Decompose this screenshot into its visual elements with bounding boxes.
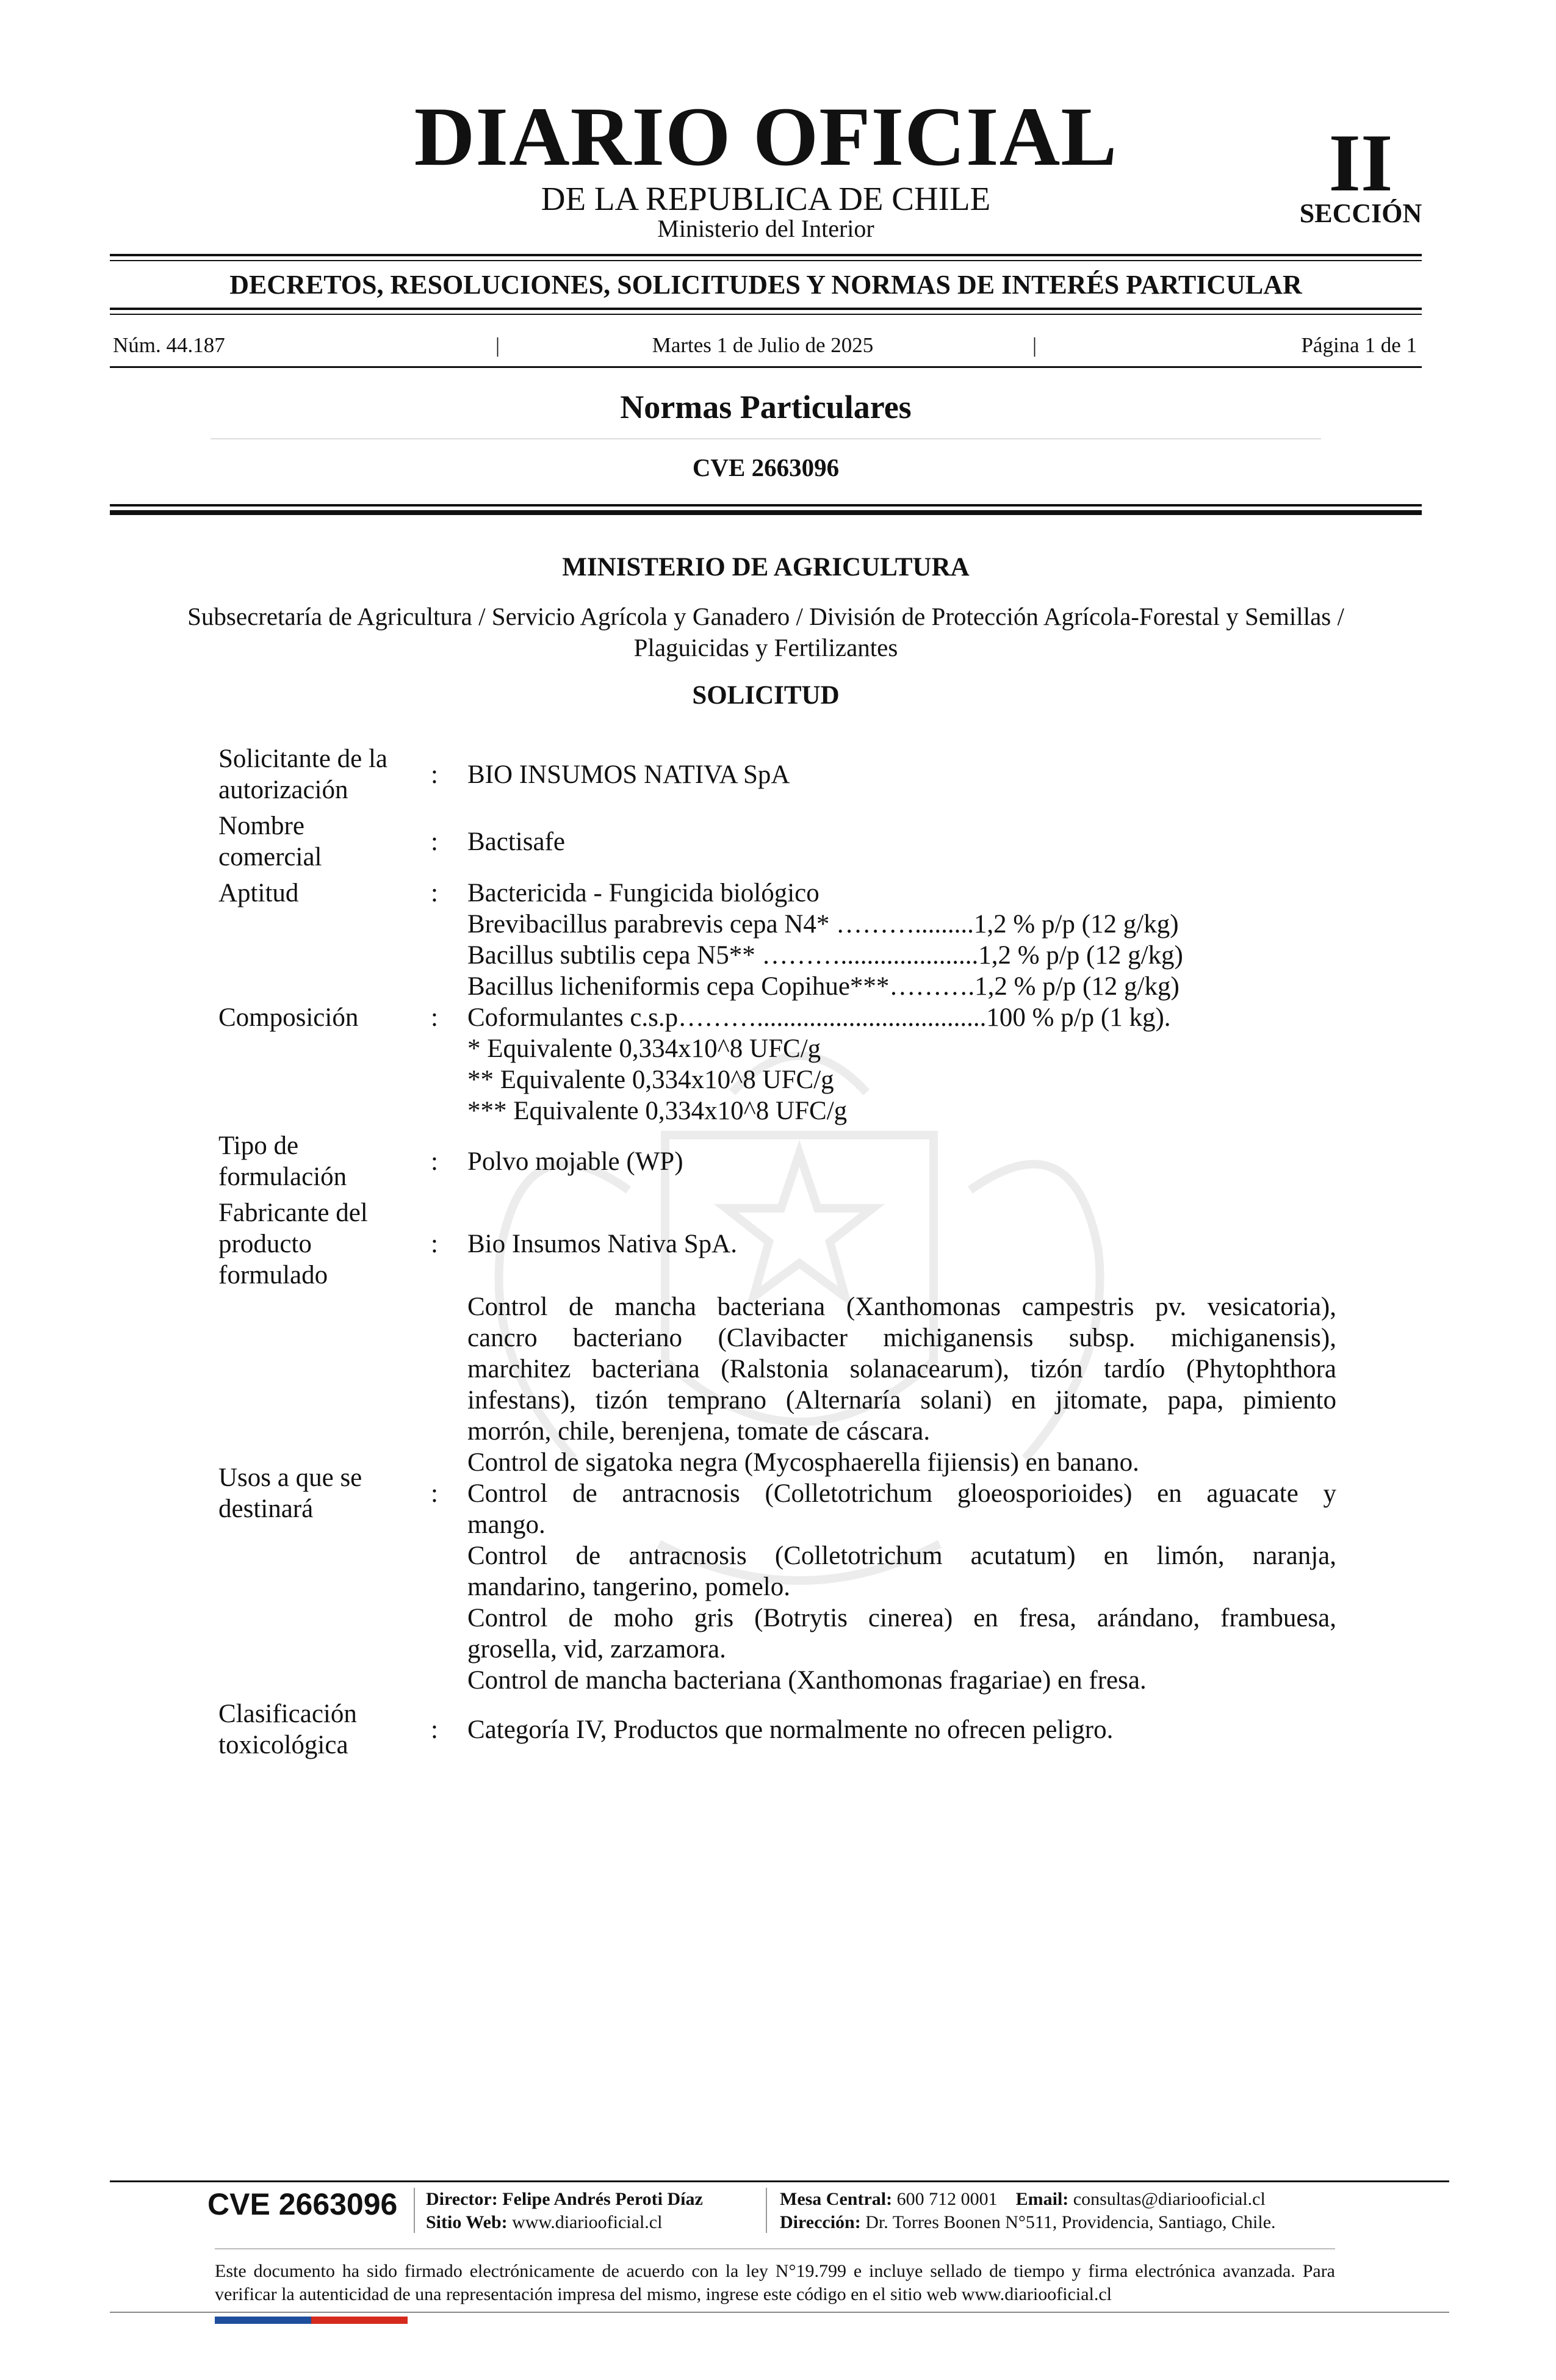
- field-label-fabricante: Fabricante del producto formulado: [218, 1199, 368, 1289]
- banner: DECRETOS, RESOLUCIONES, SOLICITUDES Y NORMAS DE INTERÉS PARTICULAR: [229, 270, 1302, 300]
- field-label-tipo: Tipo de formulación: [218, 1131, 347, 1191]
- issue-separator: |: [495, 333, 500, 357]
- field-colon: :: [431, 879, 438, 907]
- usos-paragraph: Control de sigatoka negra (Mycosphaerella fijiensis) en banano.: [467, 1448, 1139, 1477]
- field-colon: :: [431, 760, 438, 789]
- usos-paragraph: Control de antracnosis (Colletotrichum gloeosporioides) en aguacate y mango.: [467, 1479, 1336, 1539]
- field-value-usos: [467, 1291, 1336, 1696]
- field-value-clasificacion: Categoría IV, Productos que normalmente no ofrecen peligro.: [467, 1715, 1114, 1744]
- address: Dr. Torres Boonen N°511, Providencia, Santiago, Chile.: [865, 2212, 1276, 2232]
- issue-page: Página 1 de 1: [1301, 333, 1417, 357]
- composition-line: * Equivalente 0,334x10^8 UFC/g: [467, 1034, 821, 1063]
- issue-number: Núm. 44.187: [113, 333, 225, 357]
- cve-code: CVE 2663096: [692, 453, 840, 481]
- document-type: SOLICITUD: [692, 681, 840, 710]
- footer-rule-bottom: [110, 2312, 1449, 2313]
- footer-divider: [766, 2188, 767, 2233]
- field-colon: :: [431, 828, 438, 856]
- masthead-ministry: Ministerio del Interior: [657, 215, 874, 242]
- field-colon: :: [431, 1715, 438, 1744]
- cve-rule-top: [110, 504, 1422, 507]
- section-title: Normas Particulares: [620, 389, 912, 425]
- header-rule-top: [110, 254, 1422, 256]
- section-number: II: [1328, 118, 1393, 209]
- composition-line: Bacillus subtilis cepa N5** ……….....................1,2 % p/p (12 g/kg): [467, 941, 1183, 970]
- field-value-tipo: Polvo mojable (WP): [467, 1147, 683, 1176]
- field-value-composicion: [467, 909, 1336, 1127]
- masthead-title: DIARIO OFICIAL: [414, 90, 1118, 183]
- ministry-heading: MINISTERIO DE AGRICULTURA: [562, 553, 970, 582]
- field-label-clasificacion: Clasificación toxicológica: [218, 1700, 357, 1759]
- field-value-fabricante: Bio Insumos Nativa SpA.: [467, 1230, 737, 1258]
- footer-rule-mid: [215, 2248, 1335, 2249]
- footer-rule-top: [110, 2180, 1449, 2182]
- field-label-composicion: Composición: [218, 1003, 359, 1032]
- subsecretaria: [110, 601, 1422, 663]
- director-name: Felipe Andrés Peroti Díaz: [502, 2189, 703, 2209]
- section-label: SECCIÓN: [1299, 198, 1422, 228]
- composition-line: ** Equivalente 0,334x10^8 UFC/g: [467, 1066, 834, 1094]
- composition-line: Bacillus licheniformis cepa Copihue***……….1,2 % p/p (12 g/kg): [467, 972, 1180, 1001]
- field-label-nombre: Nombre comercial: [218, 812, 322, 871]
- issue-date: Martes 1 de Julio de 2025: [652, 333, 874, 357]
- footer-note: Este documento ha sido firmado electrónicamente de acuerdo con la ley N°19.799 e incluye sellado de tiempo y firma electrónica avanzada. Para verificar la autenticidad de una representación impresa del mismo, ingrese este código en el sitio web www.diariooficial.cl: [215, 2261, 1335, 2304]
- composition-line: Coformulantes c.s.p………...................................100 % p/p (1 kg).: [467, 1003, 1171, 1032]
- website-link[interactable]: www.diariooficial.cl: [512, 2212, 663, 2232]
- usos-paragraph: Control de mancha bacteriana (Xanthomonas fragariae) en fresa.: [467, 1666, 1147, 1695]
- field-colon: :: [431, 1230, 438, 1258]
- footer-director-block: Director: Felipe Andrés Peroti Díaz Sitio Web: www.diariooficial.cl: [426, 2189, 703, 2232]
- flag-stripe-blue: [215, 2317, 311, 2324]
- banner-rule-bottom: [110, 308, 1422, 310]
- usos-paragraph: Control de moho gris (Botrytis cinerea) en fresa, arándano, frambuesa, grosella, vid, zarzamora.: [467, 1604, 1336, 1664]
- footer-cve: CVE 2663096: [207, 2187, 398, 2221]
- email-link[interactable]: consultas@diariooficial.cl: [1073, 2189, 1266, 2209]
- header-rule-top-thin: [110, 260, 1422, 261]
- field-label-solicitante: Solicitante de la autorización: [218, 745, 388, 804]
- masthead-subtitle: DE LA REPUBLICA DE CHILE: [541, 180, 991, 217]
- field-colon: :: [431, 1003, 438, 1032]
- subsecretaria-line: Plaguicidas y Fertilizantes: [633, 633, 898, 662]
- composition-line: Brevibacillus parabrevis cepa N4* ……….........1,2 % p/p (12 g/kg): [467, 910, 1179, 939]
- field-value-solicitante: BIO INSUMOS NATIVA SpA: [467, 760, 790, 789]
- field-label-aptitud: Aptitud: [218, 879, 299, 907]
- issue-rule: [110, 366, 1422, 368]
- footer-contact-block: Mesa Central: 600 712 0001 Email: consultas@diariooficial.cl Dirección: Dr. Torres Boonen N°511, Providencia, Santiago, Chile.: [780, 2189, 1276, 2232]
- phone-number: 600 712 0001: [896, 2189, 998, 2209]
- banner-rule-bottom-thin: [110, 314, 1422, 315]
- field-colon: :: [431, 1147, 438, 1176]
- field-colon: :: [431, 1479, 438, 1508]
- section-title-divider: [211, 438, 1321, 439]
- field-label-usos: Usos a que se destinará: [218, 1463, 362, 1523]
- footer-divider: [414, 2188, 415, 2233]
- flag-stripe-red: [311, 2317, 408, 2324]
- cve-rule-bottom: [110, 510, 1422, 515]
- issue-separator: |: [1032, 333, 1037, 357]
- usos-paragraph: Control de antracnosis (Colletotrichum acutatum) en limón, naranja, mandarino, tangerino, pomelo.: [467, 1542, 1336, 1601]
- subsecretaria-line: Subsecretaría de Agricultura / Servicio Agrícola y Ganadero / División de Protección Agrícola-Forestal y Semillas /: [187, 602, 1344, 630]
- field-value-aptitud: Bactericida - Fungicida biológico: [467, 879, 819, 907]
- usos-paragraph: Control de mancha bacteriana (Xanthomonas campestris pv. vesicatoria), cancro bacteriano (Clavibacter michiganensis subsp. michiganensis), marchitez bacteriana (Ralstonia solanacearum), tizón tardío (Phytophthora infestans), tizón temprano (Alternaría solani) en jitomate, papa, pimiento morrón, chile, berenjena, tomate de cáscara.: [467, 1293, 1336, 1446]
- composition-line: *** Equivalente 0,334x10^8 UFC/g: [467, 1097, 848, 1125]
- field-value-nombre: Bactisafe: [467, 828, 565, 856]
